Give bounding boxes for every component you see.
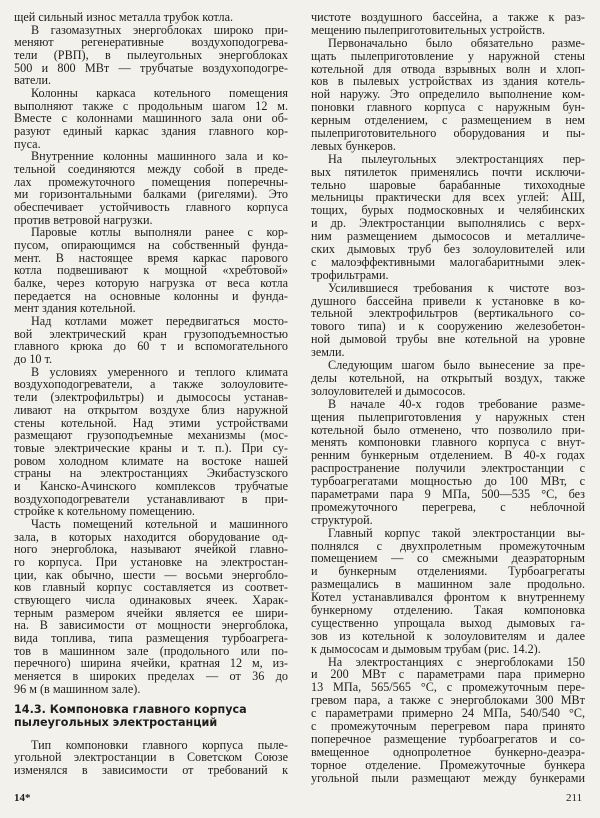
paragraph	[14, 315, 288, 366]
text-line: меняют регенеративные воздухоподогрева-	[14, 35, 288, 50]
text-line: Внутренние колонны машинного зала и ко-	[31, 149, 288, 164]
text-line: промежуточного перегрева, с неблочной	[311, 499, 585, 514]
text-line: Над котлами может передвигаться мосто-	[31, 314, 288, 329]
paragraph	[14, 87, 288, 150]
paragraph	[311, 398, 585, 527]
text-line: угольной пыли размещают между бункерами	[311, 770, 585, 785]
text-line: мент здания котельной.	[14, 301, 136, 316]
text-line: угольной электростанции в Советском Союзе	[14, 750, 288, 765]
text-line: обеспечивает устойчивость главного корпуса	[14, 200, 288, 215]
text-line: пуса.	[14, 136, 41, 151]
text-line: и бункерным отделениями. Турбоагрегаты	[311, 564, 585, 579]
text-line: торное отделение. Промежуточные бункера	[311, 757, 585, 772]
text-line: левых бункеров.	[311, 138, 396, 153]
text-line: тельной электрофильтров (вертикального со-	[311, 306, 585, 321]
text-line: ков в пылевых устройствах из здания котель-	[311, 74, 585, 89]
text-line: Первоначально было обязательно разме-	[328, 35, 585, 50]
text-line: 14.3. Компоновка главного корпуса	[14, 703, 247, 717]
paragraph	[14, 150, 288, 226]
text-line: тов в машинном зале (продольного или по-	[14, 643, 288, 658]
text-line: пылеугольных электростанций	[14, 715, 218, 729]
text-line: тельно шаровые барабанные тихоходные	[311, 177, 585, 192]
paragraph	[311, 37, 585, 153]
text-line: зала, в которых находится оборудование од-	[14, 529, 288, 544]
text-line: балке, через которую нагрузка от веса котла	[14, 276, 288, 291]
text-line: мельницы практически для всех углей: АШ,	[311, 190, 585, 205]
text-line: параметрами пара 9 МПа, 500—535 °С, без	[311, 486, 585, 501]
text-line: вой электрический кран грузоподъемностью	[14, 326, 288, 341]
text-line: Часть помещений котельной и машинного	[31, 516, 288, 531]
text-line: страны на электростанциях Экибастузского	[14, 466, 288, 481]
text-line: котла подвешивают к мощной «хребтовой»	[14, 263, 288, 278]
text-line: тели (РВП), в пылеугольных энергоблоках	[14, 48, 288, 63]
text-line: стройке к котельному помещению.	[14, 504, 195, 519]
text-line: размещались в машинном зале продольно.	[311, 577, 585, 592]
text-line: полнялся с двухпролетным промежуточным	[311, 538, 585, 553]
text-line: тощих, бурых подмосковных и челябинских	[311, 203, 585, 218]
text-line: вмещенное однопролетное бункерно-деаэра-	[311, 744, 585, 759]
text-line: распространение получили электростанции с	[311, 461, 585, 476]
paragraph	[14, 518, 288, 695]
text-line: вых пятилеток применялись почти исключи-	[311, 164, 585, 179]
text-line: мент. В настоящее время каркас парового	[14, 250, 288, 265]
text-line: против ветровой нагрузки.	[14, 212, 153, 227]
text-line: щения пылеприготовления у наружных стен	[311, 409, 585, 424]
left-text-column	[14, 11, 288, 777]
text-line: до 10 т.	[14, 352, 53, 367]
text-line: поновки главного корпуса с наружным бун-	[311, 100, 585, 115]
text-line: размещают грузоподъемные механизмы (мос-	[14, 428, 288, 443]
text-line: ции, как обычно, шести — восьми энергобло-	[14, 567, 288, 582]
text-line: пылеприготовительного оборудования и пы-	[311, 126, 585, 141]
text-line: мещению пылеприготовительных устройств.	[311, 22, 546, 37]
text-line: На пылеугольных электростанциях пер-	[328, 151, 585, 166]
text-line: В условиях умеренного и теплого климата	[31, 364, 288, 379]
text-line: Следующим шагом было вынесение за пре-	[328, 358, 585, 373]
text-line: лах промежуточного помещения поперечны-	[14, 174, 288, 189]
text-line: зов из котельной к золоуловителям и далее	[311, 628, 585, 643]
text-line: и Канско-Ачинского комплексов трубчатые	[14, 478, 288, 493]
text-line: ми горизонтальными балками (ригелями). Это	[14, 187, 288, 202]
text-line: душного бассейна привели к установке в ко-	[311, 293, 585, 308]
text-line: воздухоподогреватели устанавливают в при-	[14, 491, 288, 506]
text-line: Тип компоновки главного корпуса пыле-	[31, 737, 288, 752]
text-line: ной наружу. Это определило выполнение ком-	[311, 87, 585, 102]
text-line: земли.	[311, 345, 345, 360]
paragraph	[14, 739, 288, 777]
text-line: воздухоподогреватели, а также золоуловите-	[14, 377, 288, 392]
text-line: поперечное размещение турбоагрегатов и со-	[311, 731, 585, 746]
text-line: передается на основные колонны и фунда-	[14, 288, 288, 303]
text-line: щать пылеприготовление у наружной стены	[311, 48, 585, 63]
text-line: с промежуточным перегревом пара принято	[311, 718, 585, 733]
text-line: ного энергоблока, называют ячейкой главно-	[14, 542, 288, 557]
paragraph	[311, 656, 585, 785]
text-line: стены котельной. Над этими устройствами	[14, 415, 288, 430]
paragraph	[14, 11, 288, 24]
text-line: трофильтрами.	[311, 267, 389, 282]
text-line: 500 и 800 МВт — трубчатые воздухоподогре-	[14, 60, 288, 75]
text-line: турбоагрегатами мощностью до 100 МВт, с	[311, 474, 585, 489]
text-line: ков главный корпус составляется из соответ-	[14, 580, 288, 595]
text-line: На электростанциях с энергоблоками 150	[328, 654, 585, 669]
section-heading	[14, 704, 288, 729]
text-line: на. В зависимости от мощности энергоблока,	[14, 618, 288, 633]
paragraph	[14, 24, 288, 87]
signature-mark: 14*	[14, 792, 31, 804]
text-line: Паровые котлы выполняли ранее с кор-	[31, 225, 288, 240]
text-line: терным размером ячейки является ее шири-	[14, 605, 288, 620]
text-line: керным отделением, с размещением в нем	[311, 113, 585, 128]
text-line: тового типа) и к сооружению железобетон-	[311, 319, 585, 334]
text-line: В газомазутных энергоблоках широко при-	[31, 22, 288, 37]
text-line: тели (электрофильтры) и дымососы устанав-	[14, 390, 288, 405]
text-line: помещением — со смежными деаэраторным	[311, 551, 585, 566]
text-line: ливают на открытом воздухе близ наружной	[14, 402, 288, 417]
text-line: ной дымовой трубы вне котельной на уровне	[311, 332, 585, 347]
text-line: структурой.	[311, 512, 373, 527]
text-line: В начале 40-х годов требование разме-	[328, 396, 585, 411]
text-line: ватели.	[14, 73, 52, 88]
text-line: Вместе с колоннами машинного зала они об-	[14, 111, 288, 126]
text-line: чистоте воздушного бассейна, а также к раз-	[311, 10, 585, 24]
text-line: меняется в широких пределах — от 36 до	[14, 668, 288, 683]
text-line: тельной соединяются между собой в преде-	[14, 162, 288, 177]
paragraph	[14, 366, 288, 518]
text-line: гревом пара, а также с энергоблоками 300 МВт	[311, 693, 585, 708]
text-line: вида топлива, типа размещения турбоагрега-	[14, 630, 288, 645]
paragraph	[311, 11, 585, 37]
text-line: существенно упрощала выход дымовых га-	[311, 615, 585, 630]
text-line: товые электрические краны и т. п.). При су-	[14, 440, 288, 455]
text-line: 96 м (в машинном зале).	[14, 681, 141, 696]
text-line: разуют единый каркас здания главного кор-	[14, 124, 288, 139]
paragraph	[311, 282, 585, 359]
text-line: щей сильный износ металла трубок котла.	[14, 10, 234, 24]
text-line: пусом, опирающимся на собственный фунда-	[14, 238, 288, 253]
text-line: к дымососам и дымовым трубам (рис. 14.2).	[311, 641, 541, 656]
text-line: перечного) ширина ячейки, кратная 12 м, из-	[14, 656, 288, 671]
text-line: главного крюка до 60 т и вспомогательного	[14, 339, 288, 354]
text-line: с малоэффективными малогабаритными элек-	[311, 254, 585, 269]
text-line: изменялся в зависимости от требований к	[14, 762, 288, 777]
paragraph	[311, 527, 585, 656]
text-line: и др. Электростанции выполнялись с верх-	[311, 216, 585, 231]
paragraph	[311, 153, 585, 282]
text-line: ним размещением дымососов и металличе-	[311, 229, 585, 244]
paragraph	[311, 359, 585, 398]
text-line: делы котельной, на открытый воздух, также	[311, 370, 585, 385]
text-line: выполняют также с продольным шагом 12 м.	[14, 98, 288, 113]
text-line: Котел устанавливался фронтом к внутреннему	[311, 590, 585, 605]
text-line: котельной было отменено, что позволило при-	[311, 422, 585, 437]
text-line: Главный корпус такой электростанции вы-	[328, 525, 585, 540]
text-line: бункерному отделению. Такая компоновка	[311, 602, 585, 617]
text-line: Усилившиеся требования к чистоте воз-	[328, 280, 585, 295]
text-line: с параметрами примерно 24 МПа, 540/540 °С,	[311, 706, 585, 721]
text-line: го корпуса. При установке на электростан-	[14, 554, 288, 569]
text-line: и 200 МВт с параметрами пара примерно	[311, 667, 585, 682]
paragraph	[14, 226, 288, 315]
page-number: 211	[566, 792, 583, 804]
right-text-column	[311, 11, 585, 784]
text-line: золоуловителей и дымососов.	[311, 383, 466, 398]
text-line: 13 МПа, 565/565 °С, с промежуточным пере-	[311, 680, 585, 695]
text-line: Колонны каркаса котельного помещения	[31, 86, 288, 101]
text-line: котельной для отвода взрывных волн и хлоп-	[311, 61, 585, 76]
text-line: ровом холодном климате на востоке нашей	[14, 453, 288, 468]
text-line: менять компоновки главного корпуса с внут-	[311, 435, 585, 450]
text-line: ствующего числа одинаковых ячеек. Харак-	[14, 592, 288, 607]
text-line: ренним бункерным отделением. В 40-х годах	[311, 448, 585, 463]
text-line: ских дымовых труб без золоуловителей или	[311, 242, 585, 257]
